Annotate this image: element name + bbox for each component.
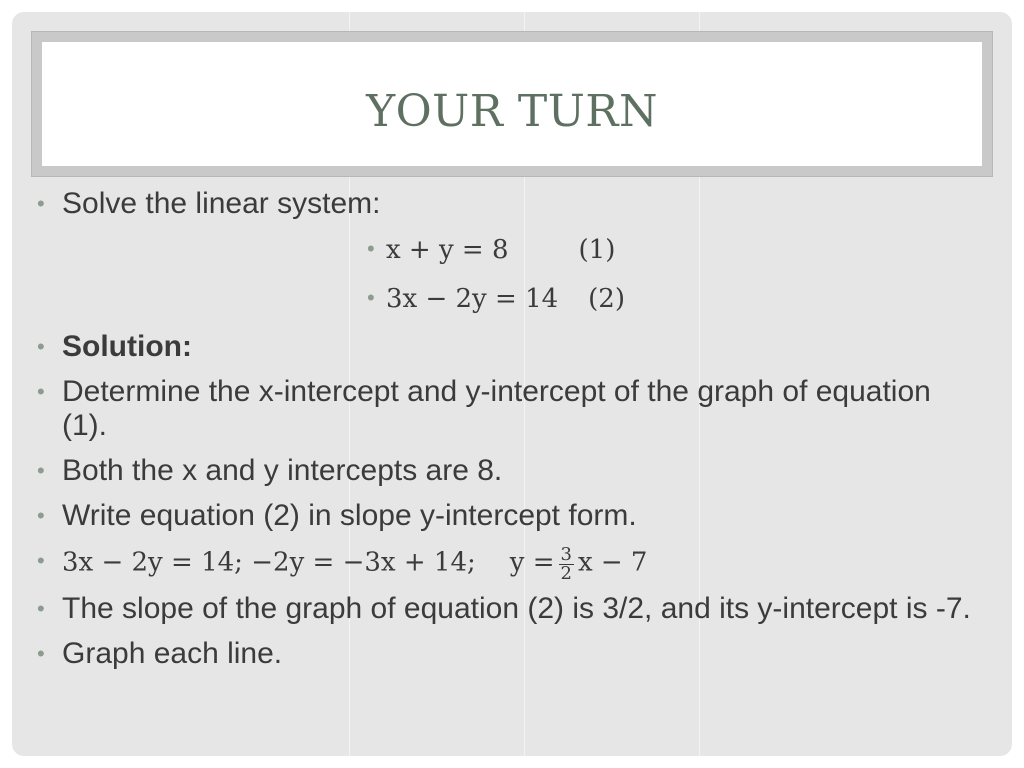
bullet-item	[30, 375, 980, 443]
bullet-text: Solve the linear system:	[62, 187, 381, 220]
equation-2-tag: (2)	[588, 284, 625, 314]
equation-2	[30, 281, 980, 316]
bullet-dot: •	[37, 596, 45, 621]
title-box	[42, 42, 982, 166]
bullet-dot: •	[367, 285, 375, 310]
slide-title: YOUR TURN	[366, 86, 658, 137]
bullet-item	[30, 187, 980, 221]
title-frame	[31, 31, 993, 177]
bullet-item	[30, 499, 980, 533]
slide	[12, 12, 1012, 756]
bullet-dot: •	[37, 191, 45, 216]
fraction	[559, 546, 574, 583]
equation-2-expression: 3x − 2y = 14	[386, 284, 559, 314]
solution-label: Solution:	[62, 330, 192, 363]
bullet-dot: •	[37, 334, 45, 359]
fraction-denominator: 2	[560, 563, 572, 584]
derivation-step-2: −2y = −3x + 14;	[251, 547, 476, 578]
bullet-dot: •	[37, 458, 45, 483]
bullet-item	[30, 637, 980, 671]
fraction-numerator: 3	[560, 544, 572, 565]
bullet-dot: •	[37, 641, 45, 666]
bullet-text: Both the x and y intercepts are 8.	[62, 454, 503, 487]
equation-1	[30, 232, 980, 267]
bullet-dot: •	[37, 503, 45, 528]
bullet-text: Graph each line.	[62, 637, 283, 670]
equation-1-expression: x + y = 8	[386, 235, 509, 265]
bullet-dot: •	[367, 236, 375, 261]
bullet-text: The slope of the graph of equation (2) is 3/2, and its y-intercept is -7.	[62, 592, 971, 625]
derivation-step-4: x − 7	[577, 547, 648, 578]
bullet-item	[30, 330, 980, 364]
content-area	[30, 187, 980, 682]
equation-1-tag: (1)	[578, 235, 616, 265]
derivation-line	[30, 544, 980, 584]
bullet-dot: •	[37, 379, 45, 404]
bullet-item	[30, 592, 980, 626]
bullet-text: Write equation (2) in slope y-intercept form.	[62, 499, 637, 532]
derivation-step-1: 3x − 2y = 14;	[62, 547, 243, 578]
bullet-text: Determine the x-intercept and y-intercept of the graph of equation (1).	[62, 375, 931, 442]
derivation-step-3: y =	[509, 547, 555, 578]
bullet-dot: •	[37, 548, 45, 573]
bullet-item	[30, 454, 980, 488]
